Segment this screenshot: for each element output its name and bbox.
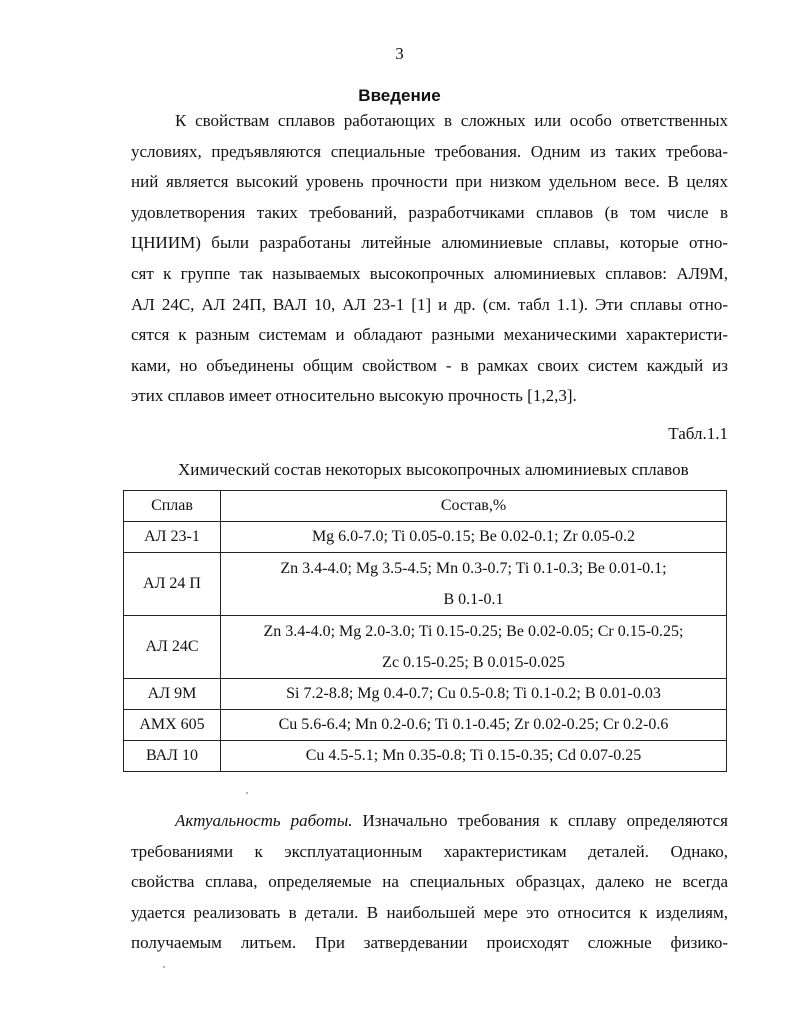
intro-line: условиях, предъявляются специальные требования. Одним из таких требова- <box>131 141 728 161</box>
intro-line: АЛ 24С, АЛ 24П, ВАЛ 10, АЛ 23-1 [1] и др. (см. табл 1.1). Эти сплавы отно- <box>131 294 728 314</box>
scan-speck <box>163 966 165 968</box>
relevance-line: получаемым литьем. При затвердевании происходят сложные физико- <box>131 933 728 953</box>
alloy-cell: ВАЛ 10 <box>124 741 221 772</box>
composition-cell: Cu 4.5-5.1; Mn 0.35-0.8; Ti 0.15-0.35; Cd 0.07-0.25 <box>221 741 727 772</box>
table-row <box>124 741 727 772</box>
composition-line: Zn 3.4-4.0; Mg 3.5-4.5; Mn 0.3-0.7; Ti 0.1-0.3; Be 0.01-0.1; <box>280 560 667 577</box>
composition-cell <box>221 553 727 616</box>
header-composition: Состав,% <box>221 491 727 522</box>
header-alloy: Сплав <box>124 491 221 522</box>
alloy-cell: АМХ 605 <box>124 710 221 741</box>
composition-line: Zn 3.4-4.0; Mg 2.0-3.0; Ti 0.15-0.25; Be 0.02-0.05; Cr 0.15-0.25; <box>263 623 684 640</box>
intro-line: К свойствам сплавов работающих в сложных или особо ответственных <box>175 111 728 130</box>
intro-line: ками, но объединены общим свойством - в рамках своих систем каждый из <box>131 355 728 375</box>
table-header-row <box>124 491 727 522</box>
intro-line: этих сплавов имеет относительно высокую прочность [1,2,3]. <box>131 386 577 406</box>
relevance-lead: Актуальность работы. <box>175 811 353 830</box>
table-row <box>124 710 727 741</box>
table-caption: Химический состав некоторых высокопрочных алюминиевых сплавов <box>178 460 689 479</box>
intro-line: ний является высокий уровень прочности при низком удельном весе. В целях <box>131 172 728 192</box>
alloy-cell: АЛ 23-1 <box>124 522 221 553</box>
page-number: 3 <box>395 44 404 63</box>
table-row <box>124 679 727 710</box>
relevance-line: свойства сплава, определяемые на специальных образцах, далеко не всегда <box>131 872 728 892</box>
relevance-line: требованиями к эксплуатационным характеристикам деталей. Однако, <box>131 841 728 861</box>
composition-line: B 0.1-0.1 <box>443 591 504 608</box>
intro-line: сятся к разным системам и обладают разными механическими характеристи- <box>131 325 728 345</box>
intro-paragraph <box>131 106 728 412</box>
section-heading: Введение <box>358 86 441 105</box>
intro-line: ЦНИИМ) были разработаны литейные алюминиевые сплавы, которые отно- <box>131 233 728 253</box>
composition-cell: Mg 6.0-7.0; Ti 0.05-0.15; Be 0.02-0.1; Zr 0.05-0.2 <box>221 522 727 553</box>
composition-cell <box>221 616 727 679</box>
relevance-line <box>131 806 728 837</box>
alloy-cell: АЛ 24С <box>124 616 221 679</box>
relevance-paragraph <box>131 806 728 959</box>
composition-cell: Si 7.2-8.8; Mg 0.4-0.7; Cu 0.5-0.8; Ti 0.1-0.2; B 0.01-0.03 <box>221 679 727 710</box>
composition-cell: Cu 5.6-6.4; Mn 0.2-0.6; Ti 0.1-0.45; Zr 0.02-0.25; Cr 0.2-0.6 <box>221 710 727 741</box>
table-label: Табл.1.1 <box>668 424 728 443</box>
relevance-line: удается реализовать в детали. В наибольшей мере это относится к изделиям, <box>131 902 728 922</box>
alloy-cell: АЛ 24 П <box>124 553 221 616</box>
scan-speck <box>246 792 248 794</box>
composition-table <box>123 490 727 772</box>
table-row <box>124 522 727 553</box>
table-row <box>124 553 727 616</box>
alloy-cell: АЛ 9М <box>124 679 221 710</box>
intro-line: удовлетворения таких требований, разработчиками сплавов (в том числе в <box>131 202 728 222</box>
intro-line: сят к группе так называемых высокопрочных алюминиевых сплавов: АЛ9М, <box>131 263 728 283</box>
composition-line: Zc 0.15-0.25; B 0.015-0.025 <box>382 654 565 671</box>
table-row <box>124 616 727 679</box>
relevance-first-line-rest: Изначально требования к сплаву определяются <box>352 811 728 830</box>
